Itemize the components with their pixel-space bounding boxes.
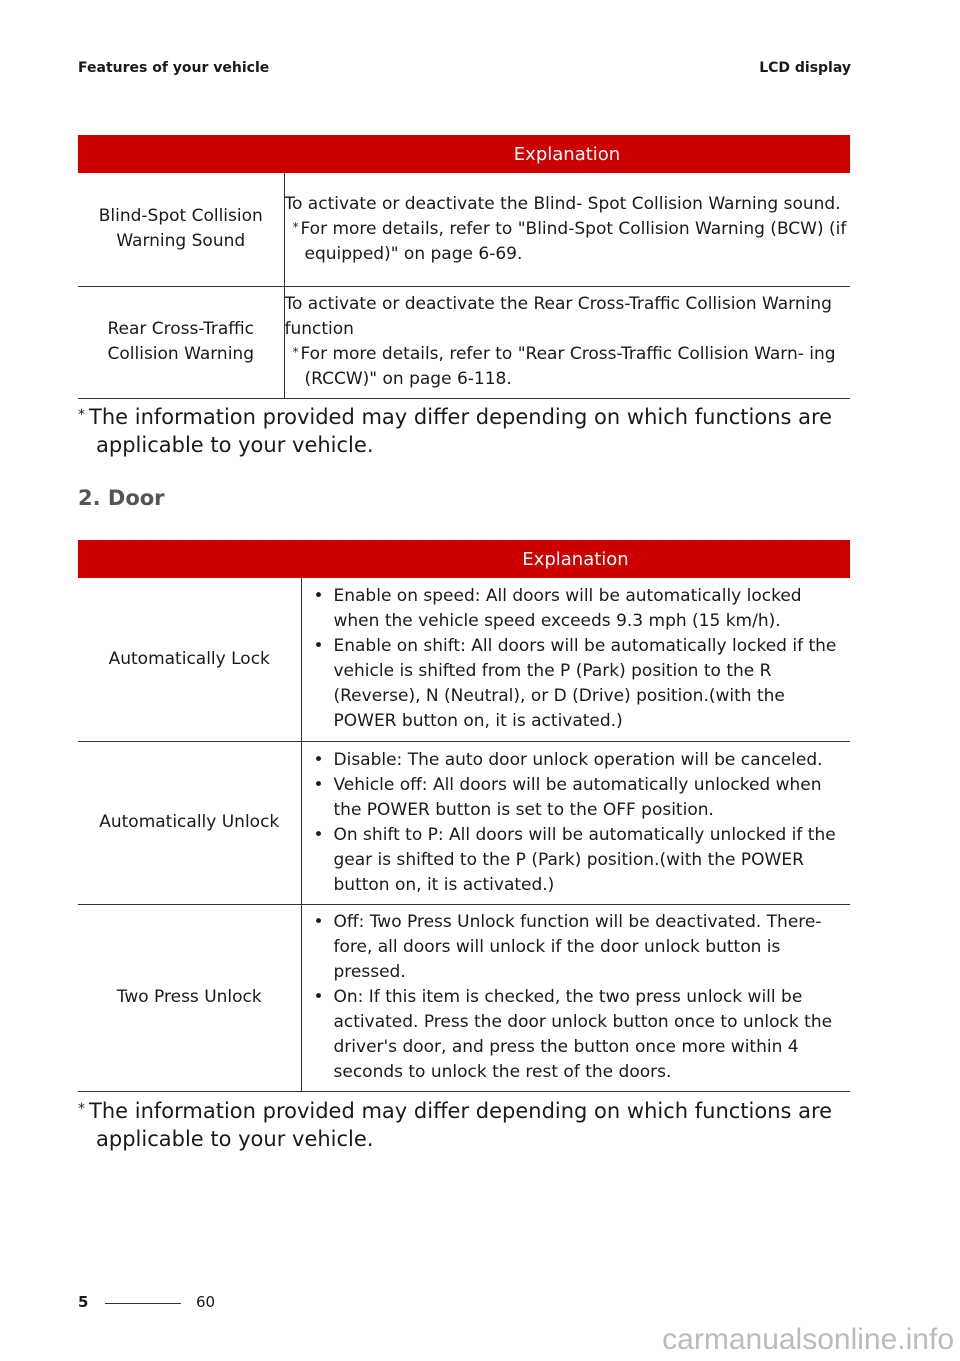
page-number: 60 [196, 1293, 216, 1311]
page-footer-divider [105, 1303, 181, 1304]
list-item [302, 823, 851, 898]
settings-table-door [78, 540, 850, 1092]
row-text: To activate or deactivate the Rear Cross-Traffic Collision Warning function [284, 294, 832, 339]
note-asterisk: * [292, 219, 299, 234]
bullet-icon: • [313, 912, 324, 932]
table-header-empty [78, 540, 301, 578]
row-label: Automatically Unlock [78, 741, 301, 904]
table-header-row [78, 540, 850, 578]
list-item [302, 634, 851, 734]
list-item [302, 773, 851, 823]
footnote-text: The information provided may differ depending on which functions are applicable to your vehicle. [89, 1099, 833, 1151]
table-header-explanation: Explanation [284, 135, 850, 173]
row-label: Two Press Unlock [78, 904, 301, 1091]
note-asterisk: * [292, 345, 299, 359]
bullet-list [302, 584, 851, 734]
list-item-text: Enable on shift: All doors will be automatically locked if the vehicle is shifted from the P (Park) position to the R (Reverse), N (Neutral), or D (Drive) position.(with the POWER button on, it is activated.) [333, 636, 837, 732]
footnote [78, 403, 858, 459]
table-header-explanation: Explanation [301, 540, 850, 578]
list-item-text: On: If this item is checked, the two press unlock will be activated. Press the door unlock button once to unlock the driver's door, and press the button once more within 4 seconds to unlock the rest of the doors. [333, 987, 833, 1082]
row-explanation [301, 904, 850, 1091]
row-explanation [284, 286, 850, 398]
table-row [78, 904, 850, 1091]
settings-table-warning [78, 135, 850, 399]
list-item-text: Enable on speed: All doors will be automatically locked when the vehicle speed exceeds 9.3 mph (15 km/h). [333, 586, 802, 632]
footnote-body [78, 1097, 858, 1153]
list-item [302, 748, 851, 773]
row-label: Blind-Spot Collision Warning Sound [78, 173, 284, 286]
bullet-icon: • [313, 987, 324, 1007]
list-item-text: Disable: The auto door unlock operation will be canceled. [333, 749, 823, 770]
table-header-row [78, 135, 850, 173]
row-explanation [301, 578, 850, 741]
footnote-asterisk: * [78, 1101, 85, 1117]
bullet-icon: • [313, 824, 324, 845]
note-text: For more details, refer to "Rear Cross-Traffic Collision Warn- ing (RCCW)" on page 6-118. [300, 344, 836, 389]
row-explanation [284, 173, 850, 286]
bullet-icon: • [313, 749, 324, 770]
header-chapter-title: LCD display [759, 60, 851, 76]
footnote-text: The information provided may differ depending on which functions are applicable to your vehicle. [89, 405, 833, 457]
bullet-list [302, 748, 851, 898]
row-explanation [301, 741, 850, 904]
row-note [285, 342, 851, 392]
bullet-icon: • [313, 586, 324, 607]
header-section-title: Features of your vehicle [78, 60, 270, 76]
table-row [78, 286, 850, 398]
section-title: 2. Door [78, 486, 165, 510]
row-label: Automatically Lock [78, 578, 301, 741]
table-row [78, 173, 850, 286]
table-header-empty [78, 135, 284, 173]
list-item [302, 985, 851, 1085]
list-item-text: On shift to P: All doors will be automatically unlocked if the gear is shifted to the P (Park) position.(with the POWER button on, it is activated.) [333, 824, 836, 895]
table-row [78, 741, 850, 904]
footnote-body [78, 403, 858, 459]
row-note [285, 217, 851, 267]
table-row [78, 578, 850, 741]
watermark-text: carmanualsonline.info [662, 1323, 954, 1356]
note-text: For more details, refer to "Blind-Spot Collision Warning (BCW) (if equipped)" on page 6-69. [300, 218, 847, 264]
row-text: To activate or deactivate the Blind- Spot Collision Warning sound. [284, 193, 841, 214]
list-item [302, 910, 851, 985]
bullet-icon: • [313, 774, 324, 795]
row-label: Rear Cross-Traffic Collision Warning [78, 286, 284, 398]
page-section-number: 5 [78, 1293, 89, 1311]
bullet-icon: • [313, 636, 324, 657]
list-item-text: Off: Two Press Unlock function will be deactivated. There- fore, all doors will unlock if the door unlock button is pressed. [333, 912, 822, 982]
list-item [302, 584, 851, 634]
footnote [78, 1097, 858, 1153]
footnote-asterisk: * [78, 407, 85, 423]
list-item-text: Vehicle off: All doors will be automatically unlocked when the POWER button is set to the OFF position. [333, 774, 822, 820]
bullet-list [302, 910, 851, 1085]
